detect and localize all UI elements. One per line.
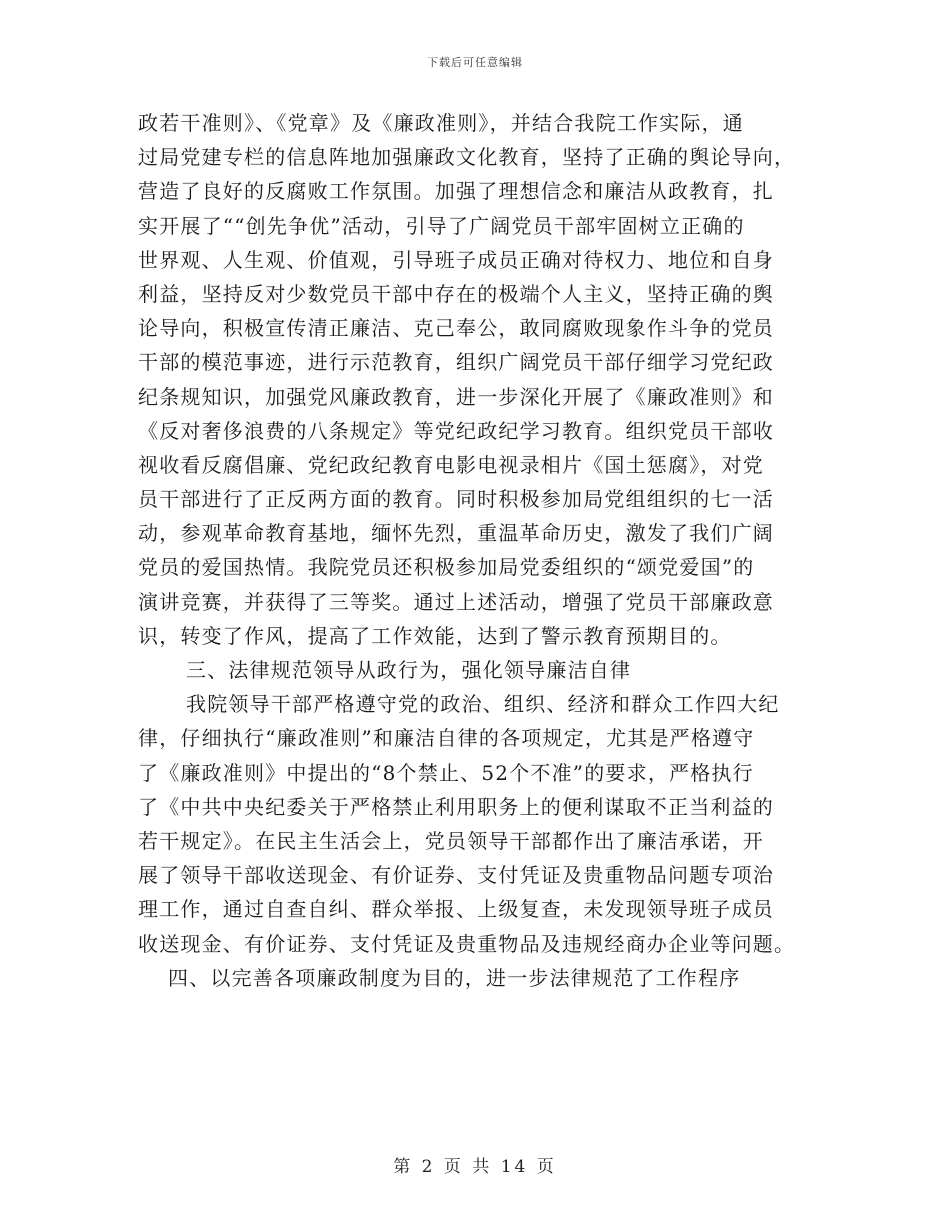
paragraph-first-line: 我院领导干部严格遵守党的政治、组织、经济和群众工作四大纪 bbox=[186, 692, 780, 717]
text-line: 收送现金、有价证券、支付凭证及贵重物品及违规经商办企业等问题。 bbox=[138, 931, 796, 956]
page-footer: 第 2 页 共 14 页 bbox=[393, 1157, 557, 1177]
text-line: 展了领导干部收送现金、有价证券、支付凭证及贵重物品问题专项治 bbox=[138, 863, 774, 888]
text-line: 干部的模范事迹，进行示范教育，组织广阔党员干部仔细学习党纪政 bbox=[138, 350, 774, 375]
text-line: 了《廉政准则》中提出的“8个禁止、52个不准”的要求，严格执行 bbox=[138, 760, 754, 785]
section-heading-4: 四、以完善各项廉政制度为目的，进一步法律规范了工作程序 bbox=[168, 965, 741, 990]
text-line: 视收看反腐倡廉、党纪政纪教育电影电视录相片《国土惩腐》，对党 bbox=[138, 452, 764, 477]
text-line: 了《中共中央纪委关于严格禁止利用职务上的便利谋取不正当利益的 bbox=[138, 794, 774, 819]
text-line: 理工作，通过自查自纠、群众举报、上级复查，未发现领导班子成员 bbox=[138, 897, 774, 922]
text-line: 律，仔细执行“廉政准则”和廉洁自律的各项规定，尤其是严格遵守 bbox=[138, 726, 755, 751]
section-heading-3: 三、法律规范领导从政行为，强化领导廉洁自律 bbox=[186, 658, 632, 682]
text-line: 识，转变了作风，提高了工作效能，达到了警示教育预期目的。 bbox=[138, 623, 732, 648]
text-line: 实开展了““创先争优”活动，引导了广阔党员干部牢固树立正确的 bbox=[138, 213, 745, 238]
document-body bbox=[138, 106, 818, 995]
text-line: 《反对奢侈浪费的八条规定》等党纪政纪学习教育。组织党员干部收 bbox=[138, 418, 774, 443]
text-line: 政若干准则》、《党章》及《廉政准则》，并结合我院工作实际，通 bbox=[138, 111, 744, 135]
text-line: 过局党建专栏的信息阵地加强廉政文化教育，坚持了正确的舆论导向， bbox=[138, 145, 796, 170]
text-line: 论导向，积极宣传清正廉洁、克己奉公，敢同腐败现象作斗争的党员 bbox=[138, 316, 774, 341]
text-line: 员干部进行了正反两方面的教育。同时积极参加局党组组织的七一活 bbox=[138, 487, 774, 512]
text-line: 动，参观革命教育基地，缅怀先烈，重温革命历史，激发了我们广阔 bbox=[138, 521, 774, 546]
text-line: 若干规定》。在民主生活会上，党员领导干部都作出了廉洁承诺，开 bbox=[138, 828, 764, 853]
text-line: 党员的爱国热情。我院党员还积极参加局党委组织的“颂党爱国”的 bbox=[138, 555, 755, 580]
page-header: 下载后可任意编辑 bbox=[427, 56, 523, 69]
text-line: 世界观、人生观、价值观，引导班子成员正确对待权力、地位和自身 bbox=[138, 247, 774, 272]
text-line: 纪条规知识，加强党风廉政教育，进一步深化开展了《廉政准则》和 bbox=[138, 384, 774, 409]
text-line: 利益，坚持反对少数党员干部中存在的极端个人主义，坚持正确的舆 bbox=[138, 281, 774, 306]
text-line: 演讲竞赛，并获得了三等奖。通过上述活动，增强了党员干部廉政意 bbox=[138, 589, 774, 614]
text-line: 营造了良好的反腐败工作氛围。加强了理想信念和廉洁从政教育，扎 bbox=[138, 179, 774, 204]
